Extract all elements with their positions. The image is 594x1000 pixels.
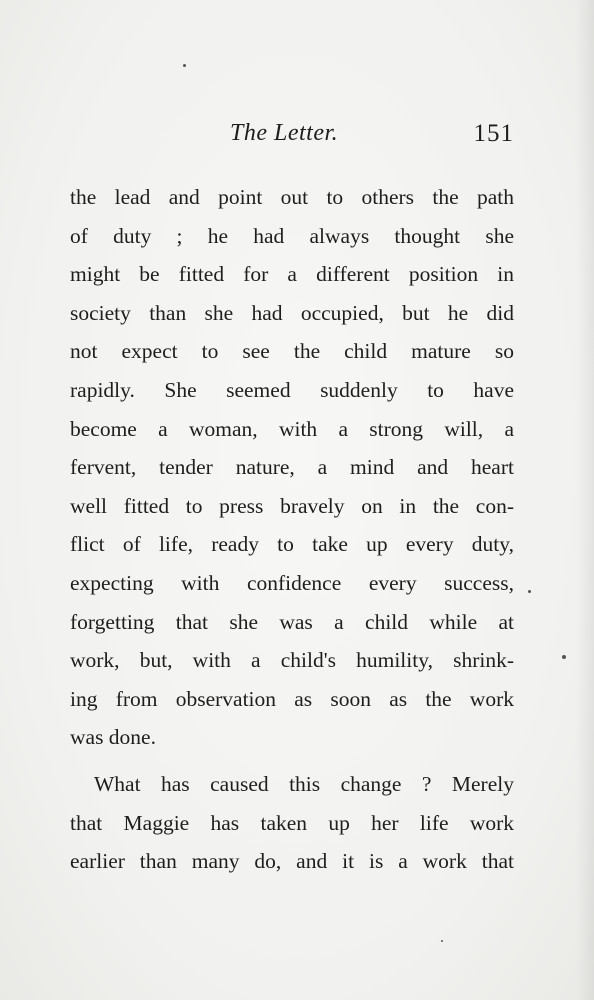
text-line: work, but, with a child's humility, shrink- <box>70 648 514 673</box>
text-line: fervent, tender nature, a mind and heart <box>70 455 514 480</box>
body-text <box>70 178 514 881</box>
ink-speck <box>562 655 566 659</box>
text-line: was done. <box>70 725 156 750</box>
paragraph-gap <box>70 757 514 765</box>
text-line: the lead and point out to others the path <box>70 185 514 209</box>
text-line: ing from observation as soon as the work <box>70 686 514 711</box>
text-line: that Maggie has taken up her life work <box>70 810 514 835</box>
page-header <box>70 120 516 154</box>
ink-speck <box>183 64 186 67</box>
text-line: forgetting that she was a child while at <box>70 609 514 634</box>
text-line: well fitted to press bravely on in the con- <box>70 493 514 518</box>
text-line: earlier than many do, and it is a work that <box>70 849 514 874</box>
paragraph-2 <box>70 765 514 881</box>
text-line: not expect to see the child mature so <box>70 339 514 364</box>
page-number: 151 <box>473 120 514 147</box>
text-line: become a woman, with a strong will, a <box>70 416 514 441</box>
text-line: might be fitted for a different position in <box>70 262 514 287</box>
text-line: flict of life, ready to take up every duty, <box>70 532 514 557</box>
text-line: of duty ; he had always thought she <box>70 223 514 248</box>
ink-speck <box>528 590 531 593</box>
text-line: expecting with confidence every success, <box>70 570 514 595</box>
text-line: What has caused this change ? Merely <box>94 771 514 796</box>
ink-speck <box>441 940 443 942</box>
text-line: rapidly. She seemed suddenly to have <box>70 377 514 402</box>
running-title: The Letter. <box>230 120 339 146</box>
text-line: society than she had occupied, but he did <box>70 300 514 325</box>
paragraph-1 <box>70 178 514 757</box>
page-edge-shadow <box>576 0 594 1000</box>
